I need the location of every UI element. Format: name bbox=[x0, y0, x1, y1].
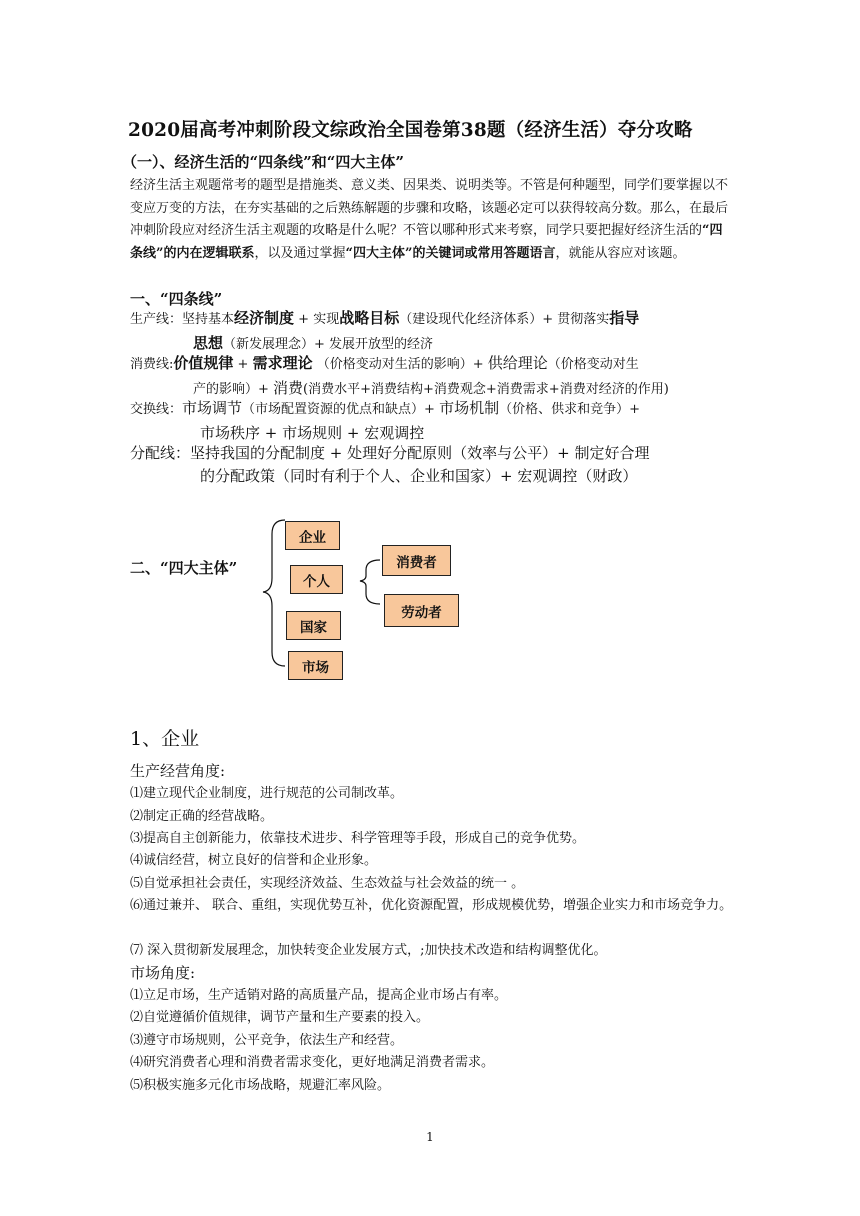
box-state: 国家 bbox=[286, 611, 341, 640]
exchange-text-c: 市场机制 bbox=[439, 399, 500, 417]
list-item: ⑹通过兼并、 联合、重组，实现优势互补，优化资源配置，形成规模优势，增强企业实力和市场竞争力。 bbox=[130, 898, 733, 913]
exchange-line bbox=[130, 397, 732, 444]
distribution-text-a: 坚持我国的分配制度 + 处理好分配原则（效率与公平）+ 制定好合理 bbox=[190, 444, 650, 462]
intro-bold-2: “四大主体”的关键词或常用答题语言 bbox=[345, 245, 556, 261]
distribution-line-label: 分配线： bbox=[130, 444, 191, 462]
intro-paragraph bbox=[130, 175, 730, 265]
production-text-h: （新发展理念）+ 发展开放型的经济 bbox=[223, 336, 434, 352]
list-item: ⑷研究消费者心理和消费者需求变化，更好地满足消费者需求。 bbox=[130, 1055, 495, 1070]
list-item: ⑵自觉遵循价值规律，调节产量和生产要素的投入。 bbox=[130, 1010, 430, 1025]
consumption-text-h: 消费 bbox=[273, 378, 304, 397]
intro-text-2: ，以及通过掌握 bbox=[254, 245, 346, 261]
production-angle-heading: 生产经营角度: bbox=[130, 762, 226, 780]
heading-four-lines: 一、“四条线” bbox=[130, 290, 223, 308]
consumption-text-i: (消费水平+消费结构+消费观念+消费需求+消费对经济的作用) bbox=[303, 381, 669, 397]
section-heading-1: （一）、经济生活的“四条线”和“四大主体” bbox=[122, 153, 405, 171]
production-text-b: 经济制度 bbox=[234, 309, 295, 327]
list-item: ⑷诚信经营，树立良好的信誉和企业形象。 bbox=[130, 853, 378, 868]
consumption-text-f: （价格变动对生 bbox=[547, 357, 639, 372]
consumption-text-b: + bbox=[233, 357, 253, 372]
box-enterprise: 企业 bbox=[285, 521, 340, 550]
list-item: ⑸积极实施多元化市场战略，规避汇率风险。 bbox=[130, 1078, 391, 1093]
box-individual: 个人 bbox=[290, 565, 343, 594]
box-market: 市场 bbox=[288, 651, 343, 680]
production-line bbox=[130, 307, 732, 356]
intro-text-3: ，就能从容应对该题。 bbox=[555, 245, 686, 261]
production-text-d: 战略目标 bbox=[339, 309, 400, 327]
list-item: ⑶遵守市场规则，公平竞争，依法生产和经营。 bbox=[130, 1033, 404, 1048]
consumption-text-a: 价值规律 bbox=[173, 354, 234, 372]
production-text-e: （建设现代化经济体系）+ 贯彻落实 bbox=[399, 312, 610, 327]
box-consumer: 消费者 bbox=[382, 545, 451, 576]
consumption-line bbox=[130, 352, 732, 401]
market-angle-heading: 市场角度: bbox=[130, 964, 196, 982]
list-item: ⑴立足市场，生产适销对路的高质量产品，提高企业市场占有率。 bbox=[130, 988, 508, 1003]
distribution-text-b: 的分配政策（同时有利于个人、企业和国家）+ 宏观调控（财政） bbox=[200, 467, 638, 485]
consumption-text-c: 需求理论 bbox=[252, 354, 313, 372]
exchange-text-e: 市场秩序 + 市场规则 + 宏观调控 bbox=[200, 423, 425, 442]
production-text-a: 坚持基本 bbox=[182, 312, 235, 327]
intro-text-1: 经济生活主观题常考的题型是措施类、意义类、因果类、说明类等。不管是何种题型，同学们要掌握以不变应万变的方法，在夯实基础的之后熟练解题的步骤和攻略，该题必定可以获得较高分数。那么，在最后冲刺阶段应对经济生活主观题的攻略是什么呢？不管以哪种形式来考察，同学只要把握好经济生活的 bbox=[130, 178, 729, 238]
exchange-text-d: （价格、供求和竞争）+ bbox=[499, 402, 640, 417]
list-item: ⑸自觉承担社会责任，实现经济效益、生态效益与社会效益的统一 。 bbox=[130, 876, 525, 891]
exchange-text-a: 市场调节 bbox=[182, 399, 243, 417]
heading-four-subjects: 二、“四大主体” bbox=[130, 559, 238, 577]
heading-enterprise: 1、企业 bbox=[130, 728, 200, 750]
production-text-c: + 实现 bbox=[294, 312, 340, 327]
box-laborer: 劳动者 bbox=[384, 594, 459, 627]
consumption-line-label: 消费线: bbox=[130, 357, 174, 372]
production-text-g: 思想 bbox=[193, 333, 224, 352]
distribution-line bbox=[130, 442, 732, 488]
exchange-line-label: 交换线： bbox=[130, 402, 183, 417]
exchange-text-b: （市场配置资源的优点和缺点）+ bbox=[242, 402, 440, 417]
intro-bold-1: “四条线”的内在逻辑联系 bbox=[130, 223, 723, 261]
list-item: ⑶提高自主创新能力，依靠技术进步、科学管理等手段，形成自己的竞争优势。 bbox=[130, 831, 586, 846]
production-line-label: 生产线： bbox=[130, 312, 183, 327]
page-number: 1 bbox=[426, 1130, 434, 1144]
list-item: ⑺ 深入贯彻新发展理念，加快转变企业发展方式，;加快技术改造和结构调整优化。 bbox=[130, 943, 607, 958]
production-text-f: 指导 bbox=[609, 309, 640, 327]
document-title: 2020届高考冲刺阶段文综政治全国卷第38题（经济生活）夺分攻略 bbox=[128, 120, 693, 141]
list-item: ⑴建立现代企业制度，进行规范的公司制改革。 bbox=[130, 786, 404, 801]
consumption-text-g: 产的影响）+ bbox=[193, 381, 274, 397]
list-item: ⑵制定正确的经营战略。 bbox=[130, 809, 274, 824]
consumption-text-e: 供给理论 bbox=[487, 354, 548, 372]
consumption-text-d: （价格变动对生活的影响）+ bbox=[312, 357, 488, 372]
